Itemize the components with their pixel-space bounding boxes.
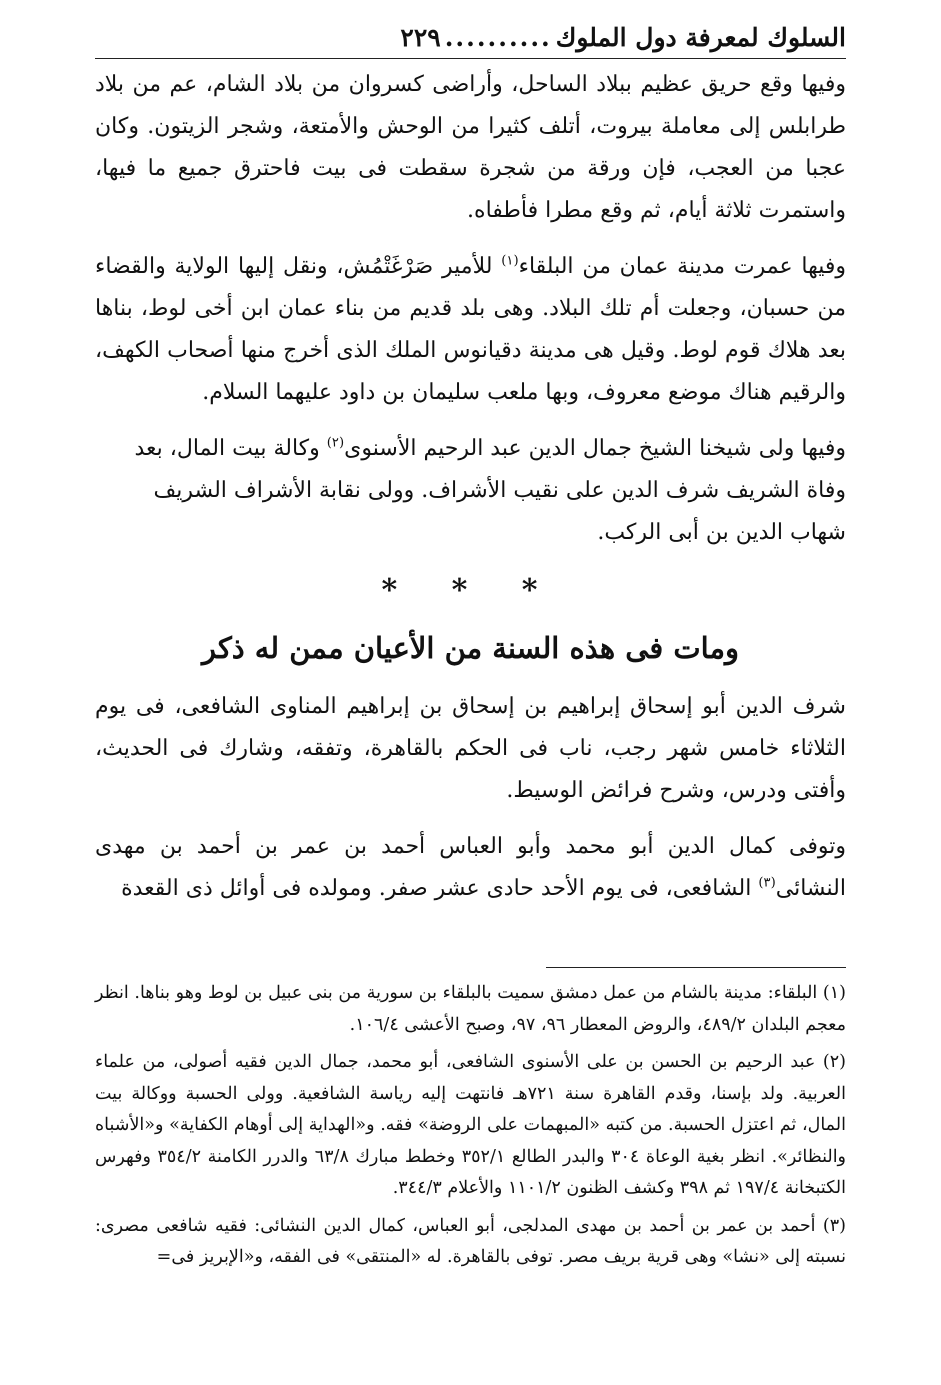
footnote-ref-3: (٣) xyxy=(758,875,776,891)
paragraph-munawi: شرف الدين أبو إسحاق إبراهيم بن إسحاق بن إبراهيم المناوى الشافعى، فى يوم الثلاثاء خامس شهر رجب، ناب فى الحكم بالقاهرة، وتفقه، وشارك فى الحديث، وأفتى ودرس، وشرح فرائض الوسيط. xyxy=(95,694,846,803)
footnote-1: (١) البلقاء: مدينة بالشام من عمل دمشق سميت بالبلقاء بن سورية من بنى عبيل بن لوط وهو بناها. انظر معجم البلدان ٤٨٩/٢، والروض المعطار ٩٦، ٩٧، وصبح الأعشى ١٠٦/٤. xyxy=(95,983,846,1035)
main-text xyxy=(95,64,846,924)
section-heading: ومات فى هذه السنة من الأعيان ممن له ذكر xyxy=(201,631,740,665)
footnote-ref-2: (٢) xyxy=(326,435,345,451)
header-title: السلوك لمعرفة دول الملوك xyxy=(555,23,846,52)
page-number: ٢٢٩ xyxy=(400,23,441,52)
header-leader-dots: .......... xyxy=(444,23,552,52)
paragraph-amman-part2: للأمير صَرْغَتْمُش، ونقل إليها الولاية والقضاء من حسبان، وجعلت أم تلك البلاد. وهى بلد قديم من بناء عمان ابن أخى لوط، بناها بعد هلاك قوم لوط. وقيل هى مدينة دقيانوس الملك الذى أخرج منها أصحاب الكهف، والرقيم هناك موضع معروف، وبها ملعب سليمان بن داود عليهما السلام. xyxy=(95,254,846,405)
footnote-ref-1: (١) xyxy=(501,253,519,269)
paragraph-asnawi-part1: وفيها ولى شيخنا الشيخ جمال الدين عبد الرحيم الأسنوى xyxy=(344,436,846,461)
paragraph-asnawi xyxy=(95,428,846,554)
footnotes xyxy=(95,978,846,1280)
paragraph-amman-part1: وفيها عمرت مدينة عمان من البلقاء xyxy=(518,254,846,279)
footnote-rule xyxy=(546,967,846,968)
paragraph-amman xyxy=(95,246,846,414)
running-header xyxy=(95,16,846,52)
footnote-2: (٢) عبد الرحيم بن الحسن بن على الأسنوى الشافعى، أبو محمد، جمال الدين فقيه أصولى، من علماء العربية. ولد بإسنا، وقدم القاهرة سنة ٧٢١هـ فانتهت إليه رياسة الشافعية. وولى الحسبة ووكالة بيت المال، ثم اعتزل الحسبة. من كتبه «المبهمات على الروضة» فقه. و«الهداية إلى أوهام الكفاية» و«الأشباه والنظائر». انظر بغية الوعاة ٣٠٤ والبدر الطالع ٣٥٢/١ وخطط مبارك ٦٣/٨ والدرر الكامنة ٣٥٤/٢ وفهرس الكتبخانة ١٩٧/٤ ثم ٣٩٨ وكشف الظنون ١١٠١/٢ والأعلام ٣٤٤/٣. xyxy=(95,1052,847,1198)
paragraph-nashai xyxy=(95,826,846,910)
header-rule xyxy=(95,58,846,59)
footnote-3: (٣) أحمد بن عمر بن أحمد بن مهدى المدلجى، أبو العباس، كمال الدين النشائى: فقيه شافعى مصرى: نسبته إلى «نشا» وهى قرية بريف مصر. توفى بالقاهرة. له «المنتقى» فى الفقه، و«الإبريز فى= xyxy=(95,1215,846,1267)
paragraph-nashai-part1: وتوفى كمال الدين أبو محمد وأبو العباس أحمد بن عمر بن أحمد بن مهدى النشائى xyxy=(95,834,846,901)
paragraph-asnawi-part2: وكالة بيت المال، بعد وفاة الشريف شرف الدين على نقيب الأشراف. وولى نقابة الأشراف الشريف شهاب الدين بن أبى الركب. xyxy=(134,436,846,545)
paragraph-nashai-part2: الشافعى، فى يوم الأحد حادى عشر صفر. ومولده فى أوائل ذى القعدة xyxy=(121,876,759,901)
section-divider-stars: * * * xyxy=(381,573,560,608)
paragraph-fire: وفيها وقع حريق عظيم ببلاد الساحل، وأراضى كسروان من بلاد الشام، عم من بلاد طرابلس إلى معاملة بيروت، أتلف كثيرا من الوحش والأمتعة، وشجر الزيتون. وكان عجبا من العجب، فإن ورقة من شجرة سقطت فى بيت فاحترق جميع ما فيها، واستمرت ثلاثة أيام، ثم وقع مطرا فأطفاه. xyxy=(95,72,846,223)
